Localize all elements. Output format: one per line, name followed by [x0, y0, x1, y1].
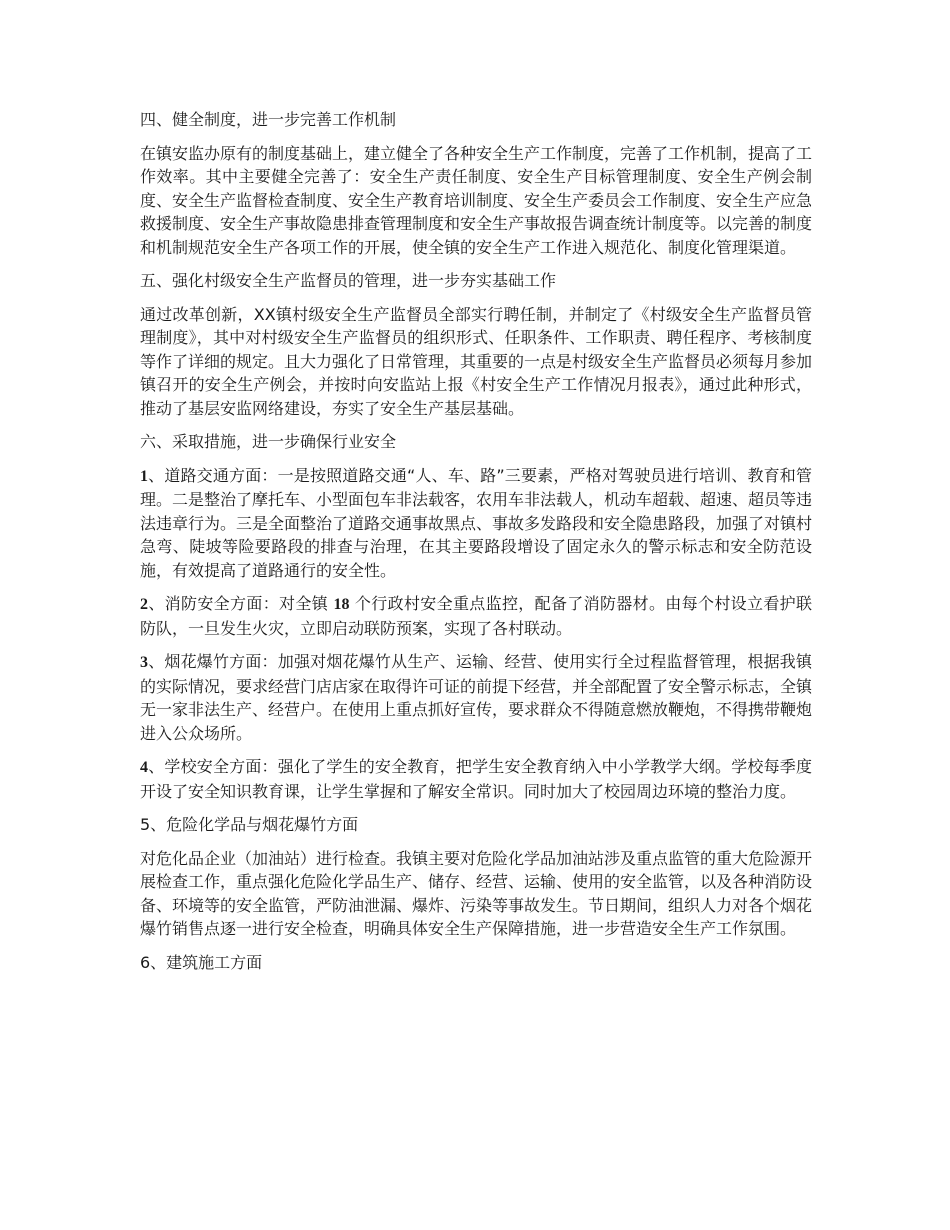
- item-2-text-a: 、消防安全方面：对全镇: [148, 594, 329, 613]
- item-4-number: 4: [140, 759, 148, 776]
- item-2-number: 2: [140, 596, 148, 613]
- section-4-heading: 四、健全制度，进一步完善工作机制: [140, 110, 397, 129]
- item-1-text: 、道路交通方面：一是按照道路交通“人、车、路”三要素，严格对驾驶员进行培训、教育和管理。二是整治了摩托车、小型面包车非法载客，农用车非法载人，机动车超载、超速、超员等违法违章行为。三是全面整治了道路交通事故黑点、事故多发路段和安全隐患路段，加强了对镇村急弯、陡坡等险要路段的排查与治理，在其主要路段增设了固定永久的警示标志和安全防范设施，有效提高了道路通行的安全性。: [140, 465, 813, 580]
- item-2-paragraph: [140, 592, 812, 640]
- item-2-count: 18: [333, 596, 350, 613]
- item-2-text-b: 个行政村安全重点监控，配备了消防器材。由每个村设立看护联防队，一旦发生火灾，立即启动联防预案，实现了各村联动。: [140, 594, 812, 638]
- item-1-paragraph: [140, 464, 812, 583]
- item-5-paragraph: 对危化品企业（加油站）进行检查。我镇主要对危险化学品加油站涉及重点监管的重大危险源开展检查工作，重点强化危险化学品生产、储存、经营、运输、使用的安全监管，以及各种消防设备、环境等的安全监管，严防油泄漏、爆炸、污染等事故发生。节日期间，组织人力对各个烟花爆竹销售点逐一进行安全检查，明确具体安全生产保障措施，进一步营造安全生产工作氛围。: [140, 848, 813, 938]
- document-page: [140, 108, 812, 984]
- item-1-number: 1: [140, 467, 148, 485]
- item-4-paragraph: [140, 755, 812, 803]
- item-3-paragraph: [140, 650, 812, 745]
- item-3-text: 、烟花爆竹方面：加强对烟花爆竹从生产、运输、经营、使用实行全过程监督管理，根据我镇的实际情况，要求经营门店店家在取得许可证的前提下经营，并全部配置了安全警示标志，全镇无一家非法生产、经营户。在使用上重点抓好宣传，要求群众不得随意燃放鞭炮，不得携带鞭炮进入公众场所。: [140, 652, 813, 743]
- item-6-heading: 6、建筑施工方面: [140, 952, 263, 972]
- section-4-paragraph: 在镇安监办原有的制度基础上，建立健全了各种安全生产工作制度，完善了工作机制，提高了工作效率。其中主要健全完善了：安全生产责任制度、安全生产目标管理制度、安全生产例会制度、安全生产监督检查制度、安全生产教育培训制度、安全生产委员会工作制度、安全生产应急救援制度、安全生产事故隐患排查管理制度和安全生产事故报告调查统计制度等。以完善的制度和机制规范安全生产各项工作的开展，使全镇的安全生产工作进入规范化、制度化管理渠道。: [140, 143, 813, 257]
- item-4-text: 、学校安全方面：强化了学生的安全教育，把学生安全教育纳入中小学教学大纲。学校每季度开设了安全知识教育课，让学生掌握和了解安全常识。同时加大了校园周边环境的整治力度。: [140, 757, 812, 801]
- section-5-heading: 五、强化村级安全生产监督员的管理，进一步夯实基础工作: [140, 271, 557, 290]
- item-3-number: 3: [140, 654, 148, 671]
- item-5-heading: 5、危险化学品与烟花爆竹方面: [140, 815, 359, 834]
- section-5-paragraph: 通过改革创新，XX镇村级安全生产监督员全部实行聘任制，并制定了《村级安全生产监督员管理制度》，其中对村级安全生产监督员的组织形式、任职条件、工作职责、聘任程序、考核制度等作了详细的规定。且大力强化了日常管理，其重要的一点是村级安全生产监督员必须每月参加镇召开的安全生产例会，并按时向安监站上报《村安全生产工作情况月报表》，通过此种形式，推动了基层安监网络建设，夯实了安全生产基层基础。: [140, 304, 813, 418]
- section-6-heading: 六、采取措施，进一步确保行业安全: [140, 432, 397, 451]
